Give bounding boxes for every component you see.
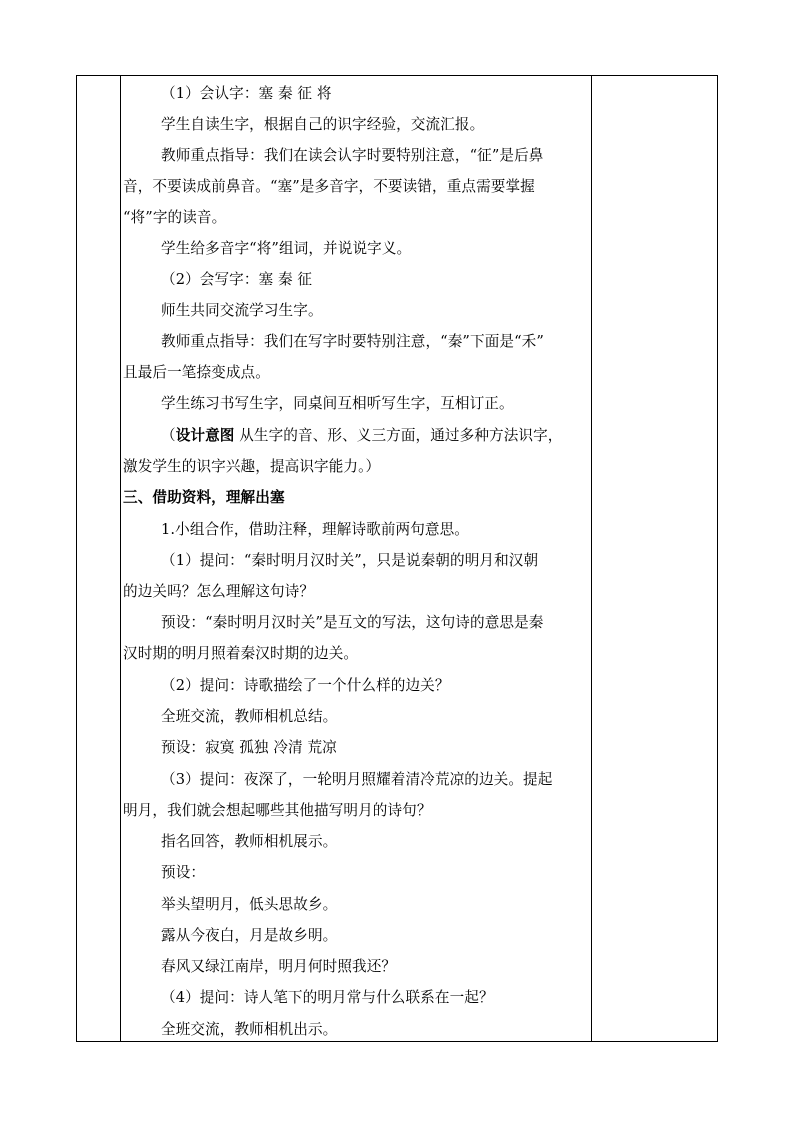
text-line: 教师重点指导：我们在读会认字时要特别注意，“征”是后鼻 [161, 147, 544, 164]
text-line: 音，不要读成前鼻音。“塞”是多音字，不要读错，重点需要掌握 [123, 178, 535, 195]
column-divider-right [591, 76, 592, 1041]
text-line: （4）提问：诗人笔下的明月常与什么联系在一起？ [161, 989, 494, 1006]
design-intent-line [161, 420, 563, 451]
text-line: 明月，我们就会想起哪些其他描写明月的诗句？ [123, 802, 432, 819]
text-line: 激发学生的识字兴趣，提高识字能力。） [123, 458, 381, 475]
text-line: 全班交流，教师相机出示。 [161, 1021, 338, 1038]
lesson-table [76, 75, 718, 1042]
text-line: 预设：寂寞 孤独 冷清 荒凉 [161, 739, 337, 756]
text-line: 举头望明月，低头思故乡。 [161, 896, 338, 913]
text-line: 且最后一笔捺变成点。 [123, 364, 270, 381]
text-line: 预设：“秦时明月汉时关”是互文的写法，这句诗的意思是秦 [161, 614, 544, 631]
text-line: 1.小组合作，借助注释，理解诗歌前两句意思。 [161, 521, 470, 538]
text-line: （1）提问：“秦时明月汉时关”，只是说秦朝的明月和汉朝 [161, 552, 539, 569]
text-line: 春风又绿江南岸，明月何时照我还？ [161, 958, 397, 975]
text-line: （2）提问：诗歌描绘了一个什么样的边关？ [161, 677, 450, 694]
section-heading: 三、借助资料，理解出塞 [123, 489, 285, 506]
text-line: 学生给多音字“将”组词，并说说字义。 [161, 240, 412, 257]
text-line: “将”字的读音。 [123, 209, 227, 226]
text-line: 预设： [161, 864, 206, 881]
column-divider-left [120, 76, 121, 1041]
text-line: 教师重点指导：我们在写字时要特别注意，“秦”下面是“禾” [161, 333, 544, 350]
text-line: 的边关吗？怎么理解这句诗？ [123, 583, 315, 600]
text-line: （2）会写字：塞 秦 征 [161, 271, 313, 288]
text-line: 师生共同交流学习生字。 [161, 302, 323, 319]
paren-open: （ [161, 427, 176, 444]
text-line: 汉时期的明月照着秦汉时期的边关。 [123, 645, 359, 662]
text-line: （1）会认字：塞 秦 征 将 [161, 85, 332, 102]
text-line: 露从今夜白，月是故乡明。 [161, 927, 338, 944]
text-line: 学生练习书写生字，同桌间互相听写生字，互相订正。 [161, 395, 514, 412]
text-line: 指名回答，教师相机展示。 [161, 833, 338, 850]
text-line: 学生自读生字，根据自己的识字经验，交流汇报。 [161, 116, 485, 133]
text-line: 全班交流，教师相机总结。 [161, 708, 338, 725]
design-intent-text: 从生字的音、形、义三方面，通过多种方法识字， [234, 427, 563, 444]
design-intent-label: 设计意图 [175, 427, 235, 444]
text-line: （3）提问：夜深了，一轮明月照耀着清冷荒凉的边关。提起 [161, 771, 553, 788]
